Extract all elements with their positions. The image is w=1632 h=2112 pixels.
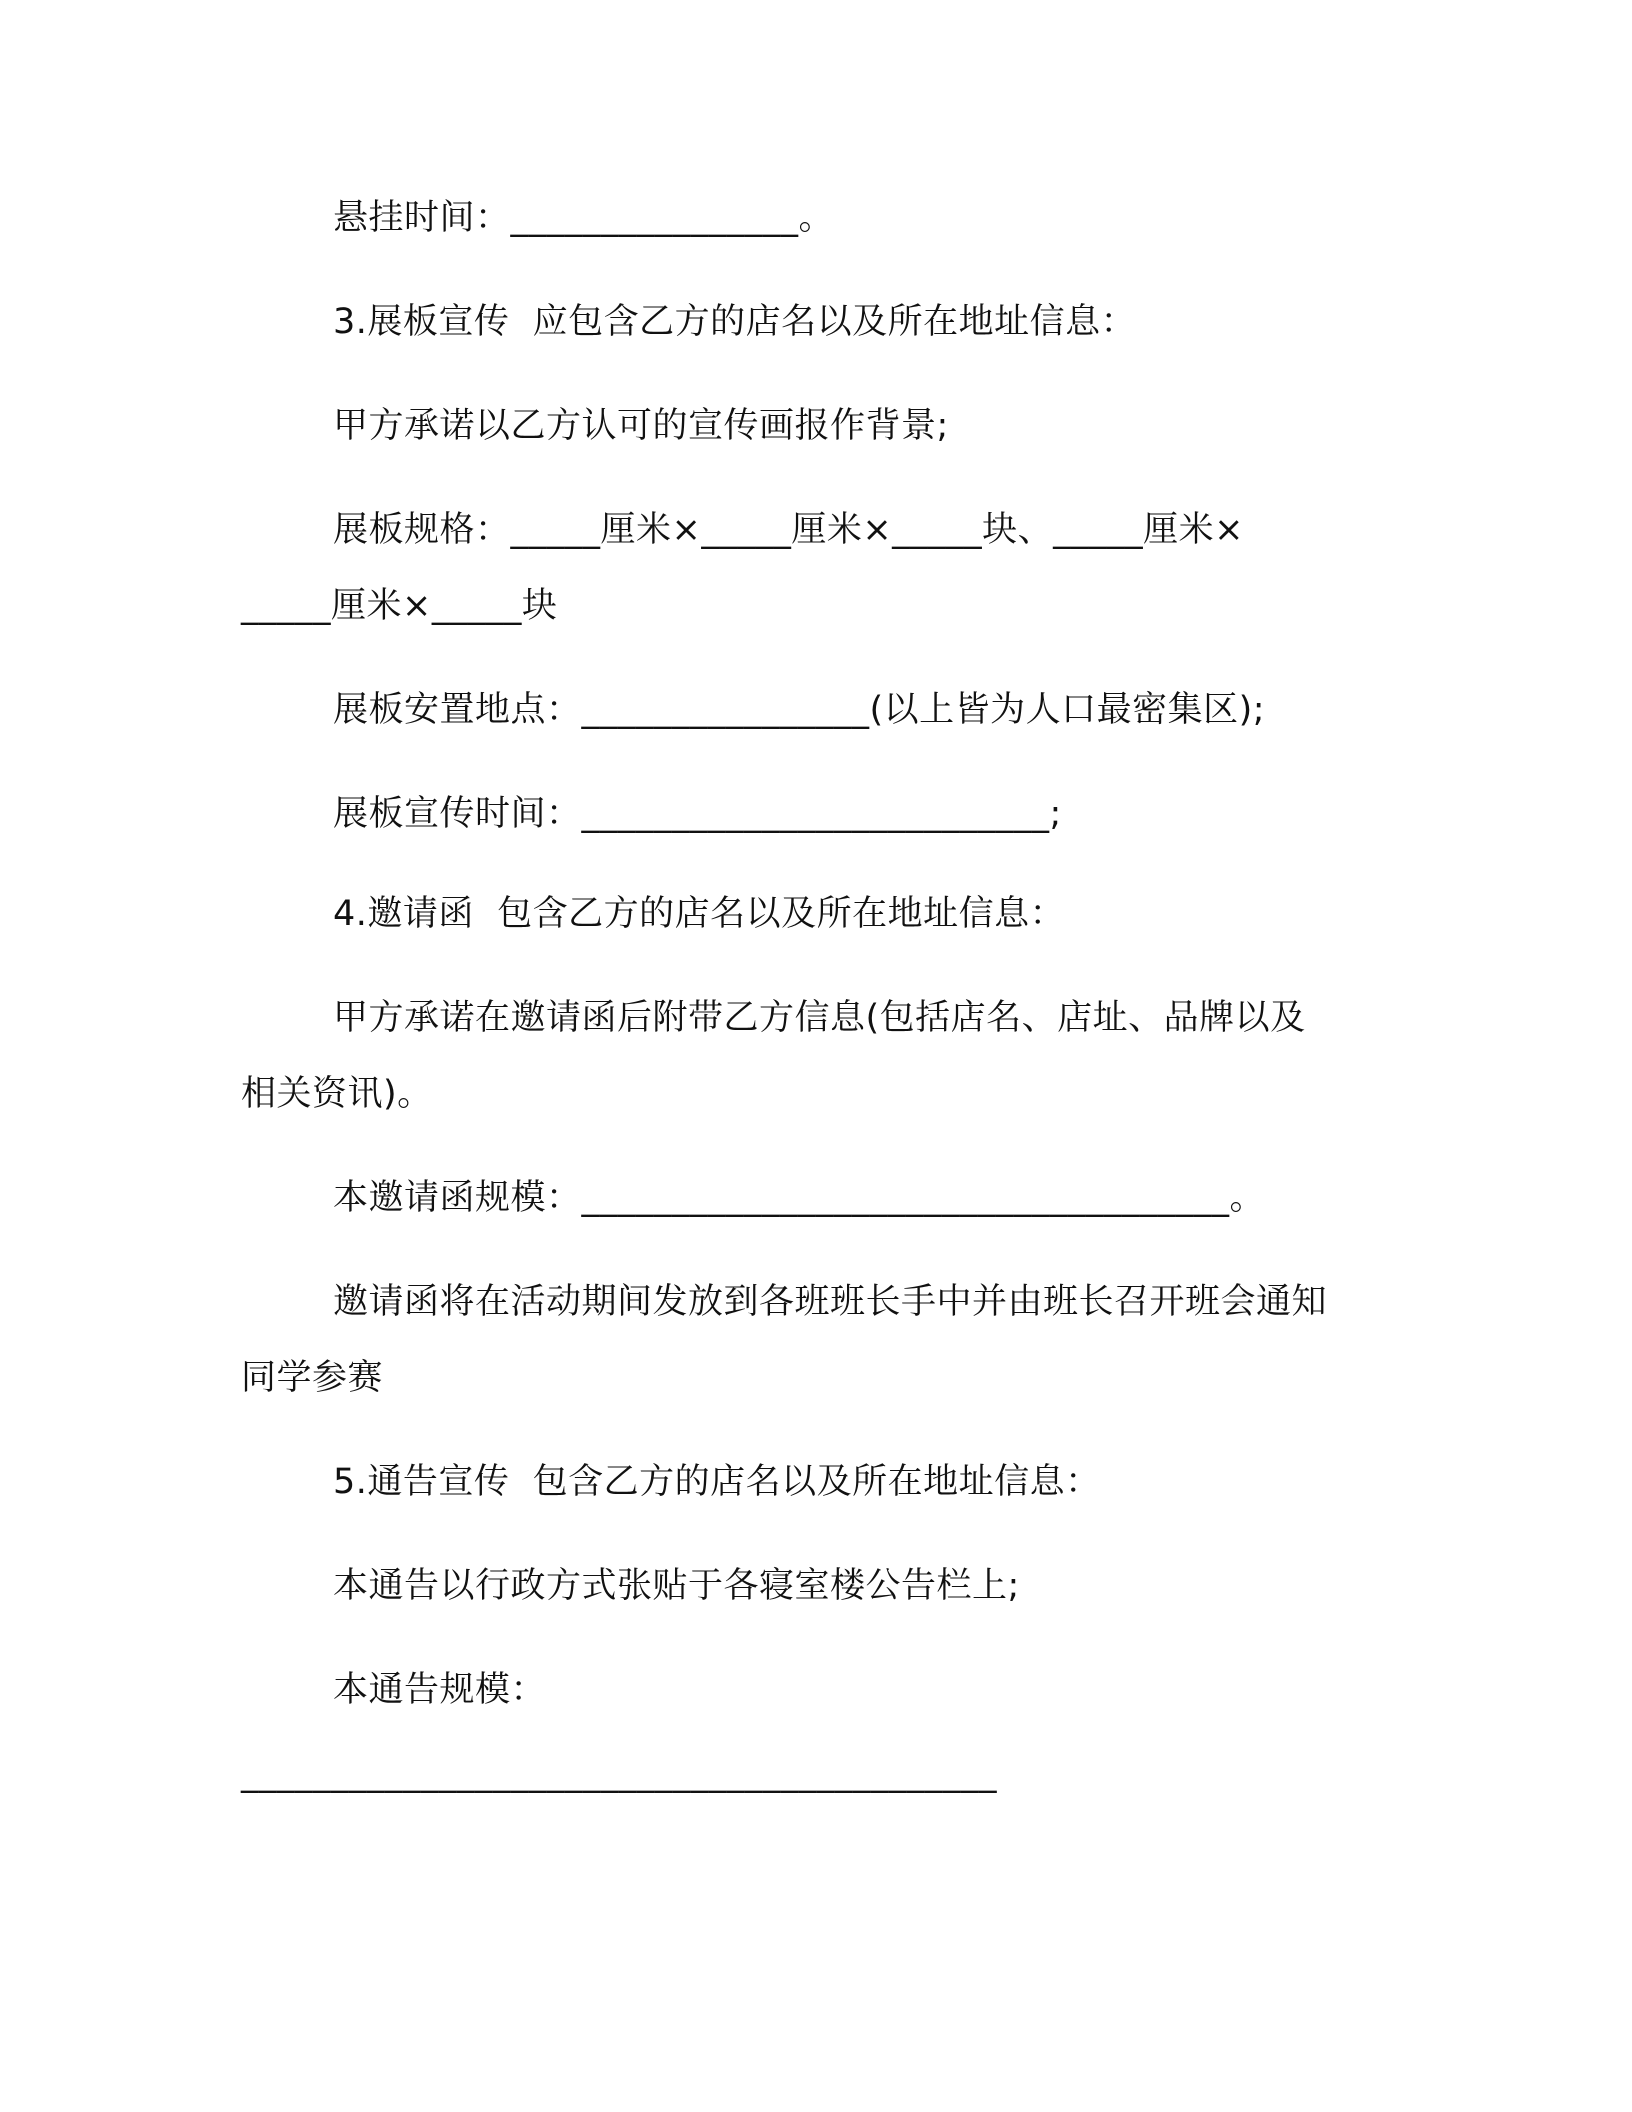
board-spec-line-2: _____厘米×_____块: [241, 586, 558, 626]
notice-posting-line: 本通告以行政方式张贴于各寝室楼公告栏上;: [333, 1566, 1020, 1606]
notice-scale-label: 本通告规模：: [333, 1670, 547, 1710]
invitation-info-line-1: 甲方承诺在邀请函后附带乙方信息(包括店名、店址、品牌以及: [333, 998, 1306, 1038]
hanging-time-line: 悬挂时间：________________。: [333, 198, 835, 238]
board-background-line: 甲方承诺以乙方认可的宣传画报作背景;: [333, 406, 949, 446]
invitation-info-line-2: 相关资讯)。: [241, 1074, 433, 1114]
invitation-distribution-line-1: 邀请函将在活动期间发放到各班班长手中并由班长召开班会通知: [333, 1282, 1328, 1322]
invitation-distribution-line-2: 同学参赛: [241, 1358, 384, 1398]
notice-scale-blank: __________________________________________: [241, 1754, 997, 1794]
board-time-line: 展板宣传时间：__________________________;: [333, 794, 1062, 834]
section-3-heading: 3.展板宣传 应包含乙方的店名以及所在地址信息：: [333, 302, 1137, 342]
board-location-line: 展板安置地点：________________(以上皆为人口最密集区);: [333, 690, 1266, 730]
invitation-scale-line: 本邀请函规模：____________________________________。: [333, 1178, 1266, 1218]
section-5-heading: 5.通告宣传 包含乙方的店名以及所在地址信息：: [333, 1462, 1101, 1502]
section-4-heading: 4.邀请函 包含乙方的店名以及所在地址信息：: [333, 894, 1066, 934]
board-spec-line-1: 展板规格：_____厘米×_____厘米×_____块、_____厘米×: [333, 510, 1244, 550]
